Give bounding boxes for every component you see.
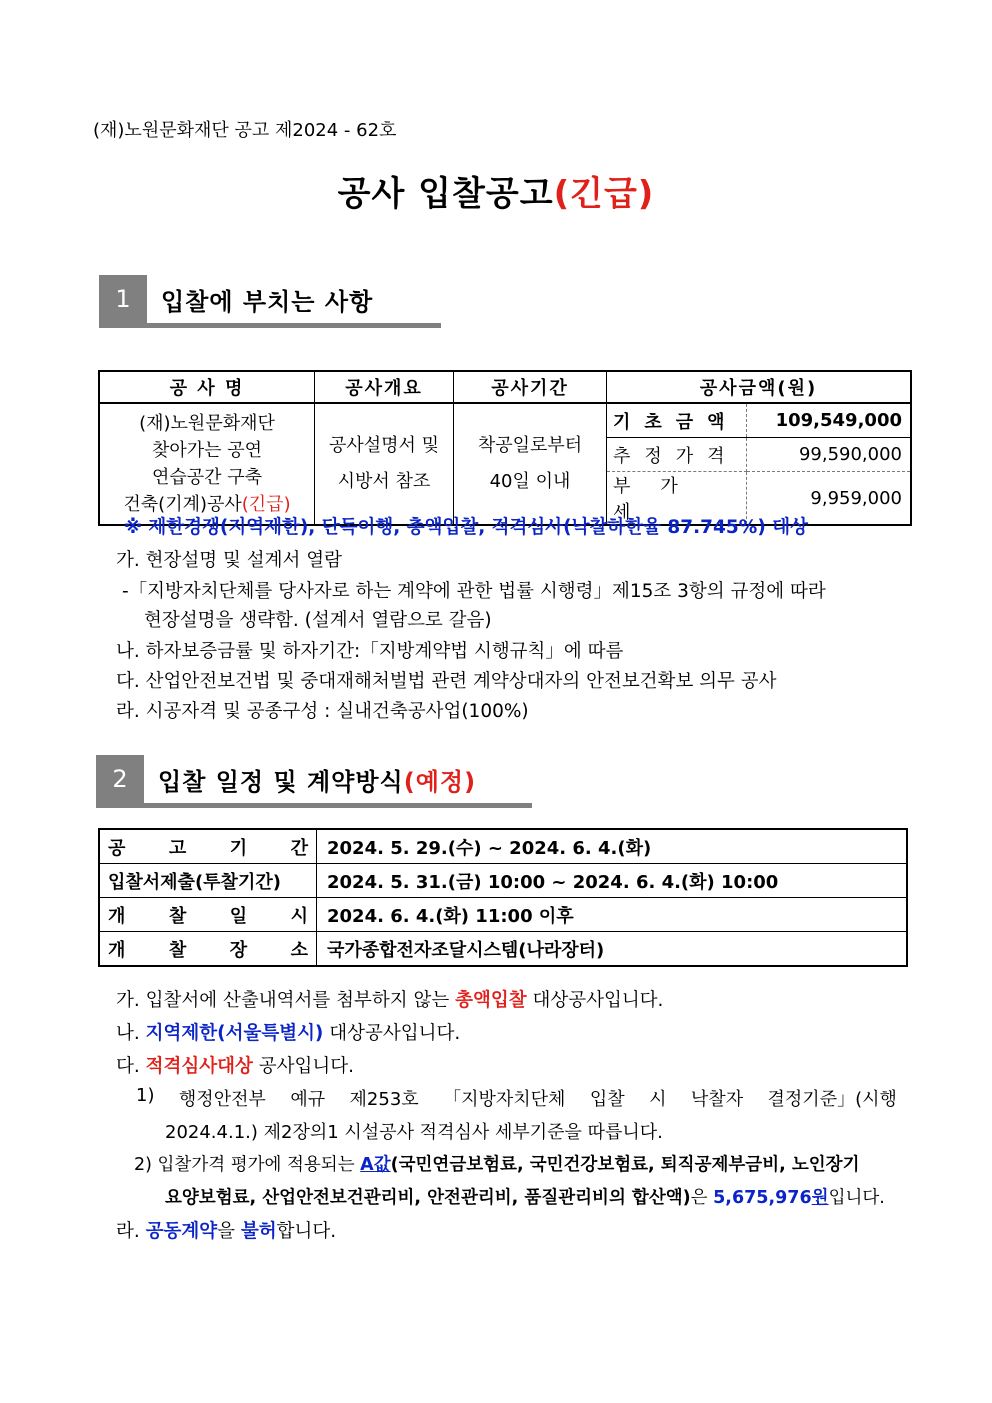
schedule-key-char: 고: [168, 837, 187, 859]
s2-item-na: [116, 1019, 460, 1045]
a-value-components: 요양보험료, 산업안전보건관리비, 안전관리비, 품질관리비의 합산액): [165, 1188, 691, 1208]
project-name-line: 찾아가는 공연: [151, 440, 263, 461]
s2-sub1-word: 시: [649, 1089, 667, 1110]
section-1-title: 입찰에 부치는 사항: [161, 288, 374, 316]
s2-sub2-text: 입니다.: [828, 1188, 885, 1208]
schedule-key-char: 찰: [168, 905, 187, 927]
overview-line: 시방서 참조: [337, 471, 431, 492]
s2-sub1-word: 입찰: [589, 1089, 625, 1110]
s2-item-da-text: 공사입니다.: [252, 1056, 354, 1077]
amount-label: 부가세: [607, 472, 747, 525]
section-2-title-text: 입찰 일정 및 계약방식: [158, 768, 404, 796]
s2-item-ra-text: 을: [217, 1221, 241, 1242]
restriction-note: ※ 제한경쟁(지역제한), 단독이행, 총액입찰, 적격심사(낙찰하한율 87.745%) 대상: [124, 517, 808, 538]
s2-item-ga-emphasis: 총액입찰: [455, 990, 527, 1011]
item-ra: 라. 시공자격 및 공종구성 : 실내건축공사업(100%): [116, 701, 529, 722]
overview-cell: [315, 403, 454, 525]
s2-item-ra-emphasis: 공동계약: [145, 1221, 218, 1242]
s2-item-da-text: 다.: [116, 1056, 146, 1077]
project-name-cell: [99, 403, 315, 525]
item-ga-sub1-text: -「지방자치단체를 당사자로 하는 계약에 관한 법률 시행령」제15조 3항의 규정에 따라: [122, 581, 826, 602]
schedule-key-char: 기: [229, 837, 248, 859]
amount-label: 기초금액: [607, 404, 747, 438]
s2-item-ga-text: 대상공사입니다.: [526, 990, 664, 1011]
amount-breakdown: [607, 404, 910, 524]
item-da: 다. 산업안전보건법 및 중대재해처벌법 관련 계약상대자의 안전보건확보 의무 공사: [116, 671, 777, 692]
header-amount: 공사금액(원): [607, 371, 912, 403]
schedule-key: [99, 829, 317, 864]
s2-item-ra-emphasis: 불허: [240, 1221, 277, 1242]
amount-label: 추정가격: [607, 438, 747, 472]
amount-row: [607, 404, 910, 438]
schedule-key-char: 소: [290, 939, 308, 961]
schedule-value: 2024. 5. 29.(수) ~ 2024. 6. 4.(화): [317, 829, 908, 864]
schedule-key: [99, 898, 317, 932]
schedule-key-char: 장: [229, 939, 248, 961]
schedule-value: 2024. 6. 4.(화) 11:00 이후: [317, 898, 908, 932]
s2-item-na-text: 나.: [116, 1023, 146, 1044]
s2-item-ra-text: 라.: [116, 1221, 146, 1242]
schedule-key-char: 찰: [168, 939, 187, 961]
s2-sub1-word: 예규: [290, 1089, 326, 1110]
s2-item-na-emphasis: 지역제한(서울특별시): [145, 1023, 324, 1044]
s2-sub1-word: 결정기준」(시행: [767, 1089, 897, 1110]
item-ga-sub1: [122, 577, 897, 603]
schedule-key: [99, 864, 317, 898]
s2-item-da: [116, 1052, 354, 1078]
s2-sub1-line2: 2024.4.1.) 제2장의1 시설공사 적격심사 세부기준을 따릅니다.: [165, 1122, 663, 1143]
s2-sub1-line1: [136, 1085, 897, 1111]
s2-sub1-word: 행정안전부: [178, 1089, 266, 1110]
s2-item-ga-text: 가. 입찰서에 산출내역서를 첨부하지 않는: [116, 990, 456, 1011]
s2-sub2-text: 2) 입찰가격 평가에 적용되는: [134, 1155, 361, 1175]
schedule-value: 2024. 5. 31.(금) 10:00 ~ 2024. 6. 4.(화) 10:00: [317, 864, 908, 898]
amount-value: 99,590,000: [747, 438, 911, 472]
schedule-key-char: 입찰서제출(투찰기간): [108, 871, 281, 893]
project-name-line: (재)노원문화재단: [139, 413, 275, 434]
section-1-underline: [99, 323, 441, 328]
item-na: 나. 하자보증금률 및 하자기간:「지방계약법 시행규칙」에 따름: [116, 641, 624, 662]
section-1-header: [99, 275, 441, 327]
header-period: 공사기간: [454, 371, 607, 403]
title-main: 공사 입찰공고: [337, 174, 554, 214]
header-project-name: 공 사 명: [99, 371, 315, 403]
a-value-amount: 5,675,976: [713, 1188, 812, 1208]
section-2-title: [158, 762, 476, 797]
project-name-line: 건축(기계)공사: [123, 494, 242, 515]
a-value-unit: 원: [811, 1188, 829, 1208]
s2-item-ra-text: 합니다.: [276, 1221, 337, 1242]
schedule-table: [98, 828, 908, 967]
a-value-components: (국민연금보험료, 국민건강보험료, 퇴직공제부금비, 노인장기: [390, 1155, 860, 1175]
schedule-key-char: 간: [290, 837, 308, 859]
schedule-row: [99, 864, 907, 898]
schedule-key-char: 시: [290, 905, 308, 927]
amount-value: 109,549,000: [747, 404, 911, 438]
section-2-title-tag: (예정): [403, 768, 477, 796]
s2-item-ra: [116, 1217, 336, 1243]
schedule-value: 국가종합전자조달시스템(나라장터): [317, 932, 908, 967]
s2-item-na-text: 대상공사입니다.: [323, 1023, 461, 1044]
s2-item-ga: [116, 986, 663, 1012]
schedule-row: [99, 898, 907, 932]
period-line: 착공일로부터: [477, 435, 583, 456]
amount-cell: [607, 403, 912, 525]
s2-sub1-word: 「지방자치단체: [443, 1089, 566, 1110]
s2-sub2-text: 은: [690, 1188, 714, 1208]
s2-sub1-word: 1): [136, 1085, 155, 1106]
overview-line: 공사설명서 및: [328, 435, 440, 456]
s2-sub2-line2: [165, 1184, 885, 1209]
schedule-key-char: 공: [108, 837, 126, 859]
page-title: [0, 166, 992, 215]
title-urgent-tag: (긴급): [553, 174, 655, 214]
header-overview: 공사개요: [315, 371, 454, 403]
section-2-underline: [96, 803, 532, 808]
amount-value: 9,959,000: [810, 487, 902, 509]
s2-item-da-emphasis: 적격심사대상: [145, 1056, 253, 1077]
schedule-key-char: 일: [229, 905, 248, 927]
item-ga: 가. 현장설명 및 설계서 열람: [116, 550, 342, 571]
schedule-key-char: 개: [108, 939, 126, 961]
project-urgent-tag: (긴급): [241, 494, 291, 515]
project-name-line: 연습공간 구축: [151, 467, 263, 488]
amount-row: [607, 438, 910, 472]
section-2-header: [96, 755, 532, 807]
s2-sub2-line1: [134, 1151, 859, 1176]
section-1-number: 1: [99, 275, 147, 323]
schedule-key: [99, 932, 317, 967]
item-ga-sub2: 현장설명을 생략함. (설계서 열람으로 갈음): [144, 610, 492, 631]
s2-sub1-word: 제253호: [349, 1089, 419, 1110]
section-2-number: 2: [96, 755, 144, 803]
period-cell: [454, 403, 607, 525]
notice-number: (재)노원문화재단 공고 제2024 - 62호: [93, 120, 397, 141]
bid-summary-table: [98, 370, 912, 526]
schedule-row: [99, 829, 907, 864]
a-value-term: A값: [360, 1155, 391, 1175]
schedule-key-char: 개: [108, 905, 126, 927]
s2-sub1-word: 낙찰자: [690, 1089, 744, 1110]
period-line: 40일 이내: [489, 471, 571, 492]
schedule-row: [99, 932, 907, 967]
